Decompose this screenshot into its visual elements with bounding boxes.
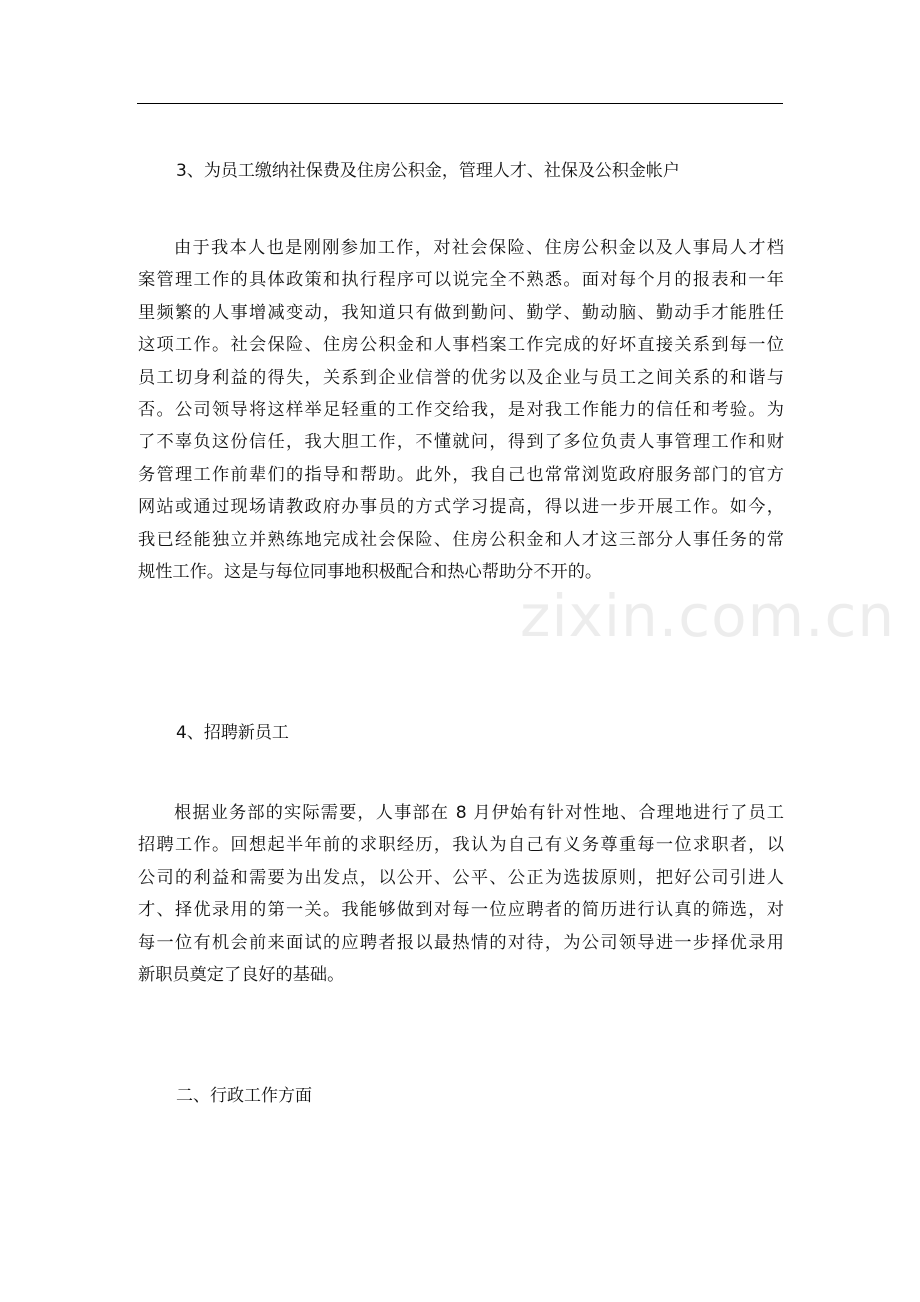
- paragraph-line: 了不辜负这份信任，我大胆工作，不懂就问，得到了多位负责人事管理工作和财: [138, 432, 784, 453]
- paragraph-line: 规性工作。这是与每位同事地积极配合和热心帮助分不开的。: [138, 561, 603, 582]
- section-4-paragraph: [138, 797, 784, 991]
- paragraph-line: 这项工作。社会保险、住房公积金和人事档案工作完成的好坏直接关系到每一位: [138, 335, 784, 356]
- paragraph-line: 由于我本人也是刚刚参加工作，对社会保险、住房公积金以及人事局人才档: [174, 238, 784, 258]
- section-4-heading: 4、招聘新员工: [176, 723, 289, 743]
- paragraph-line: 务管理工作前辈们的指导和帮助。此外，我自己也常常浏览政府服务部门的官方: [138, 464, 784, 485]
- paragraph-line: 每一位有机会前来面试的应聘者报以最热情的对待，为公司领导进一步择优录用: [138, 932, 784, 953]
- paragraph-line: 根据业务部的实际需要，人事部在 8 月伊始有针对性地、合理地进行了员工: [174, 803, 784, 823]
- paragraph-line: 案管理工作的具体政策和执行程序可以说完全不熟悉。面对每个月的报表和一年: [138, 270, 784, 291]
- paragraph-line: 网站或通过现场请教政府办事员的方式学习提高，得以进一步开展工作。如今，: [138, 497, 784, 518]
- admin-section-heading: 二、行政工作方面: [176, 1086, 312, 1106]
- paragraph-line: 才、择优录用的第一关。我能够做到对每一位应聘者的简历进行认真的筛选，对: [138, 900, 784, 921]
- section-3-paragraph: [138, 232, 784, 588]
- paragraph-line: 我已经能独立并熟练地完成社会保险、住房公积金和人才这三部分人事任务的常: [138, 529, 784, 550]
- paragraph-line: 员工切身利益的得失，关系到企业信誉的优劣以及企业与员工之间关系的和谐与: [138, 367, 784, 388]
- header-rule: [137, 103, 783, 104]
- paragraph-line: 招聘工作。回想起半年前的求职经历，我认为自己有义务尊重每一位求职者，以: [138, 835, 784, 856]
- paragraph-line: 新职员奠定了良好的基础。: [138, 964, 345, 985]
- watermark: zixin.com.cn: [520, 582, 896, 650]
- section-3-heading: 3、为员工缴纳社保费及住房公积金，管理人才、社保及公积金帐户: [176, 161, 680, 181]
- paragraph-line: 公司的利益和需要为出发点，以公开、公平、公正为选拔原则，把好公司引进人: [138, 867, 784, 888]
- paragraph-line: 里频繁的人事增减变动，我知道只有做到勤问、勤学、勤动脑、勤动手才能胜任: [138, 302, 784, 323]
- paragraph-line: 否。公司领导将这样举足轻重的工作交给我，是对我工作能力的信任和考验。为: [138, 399, 784, 420]
